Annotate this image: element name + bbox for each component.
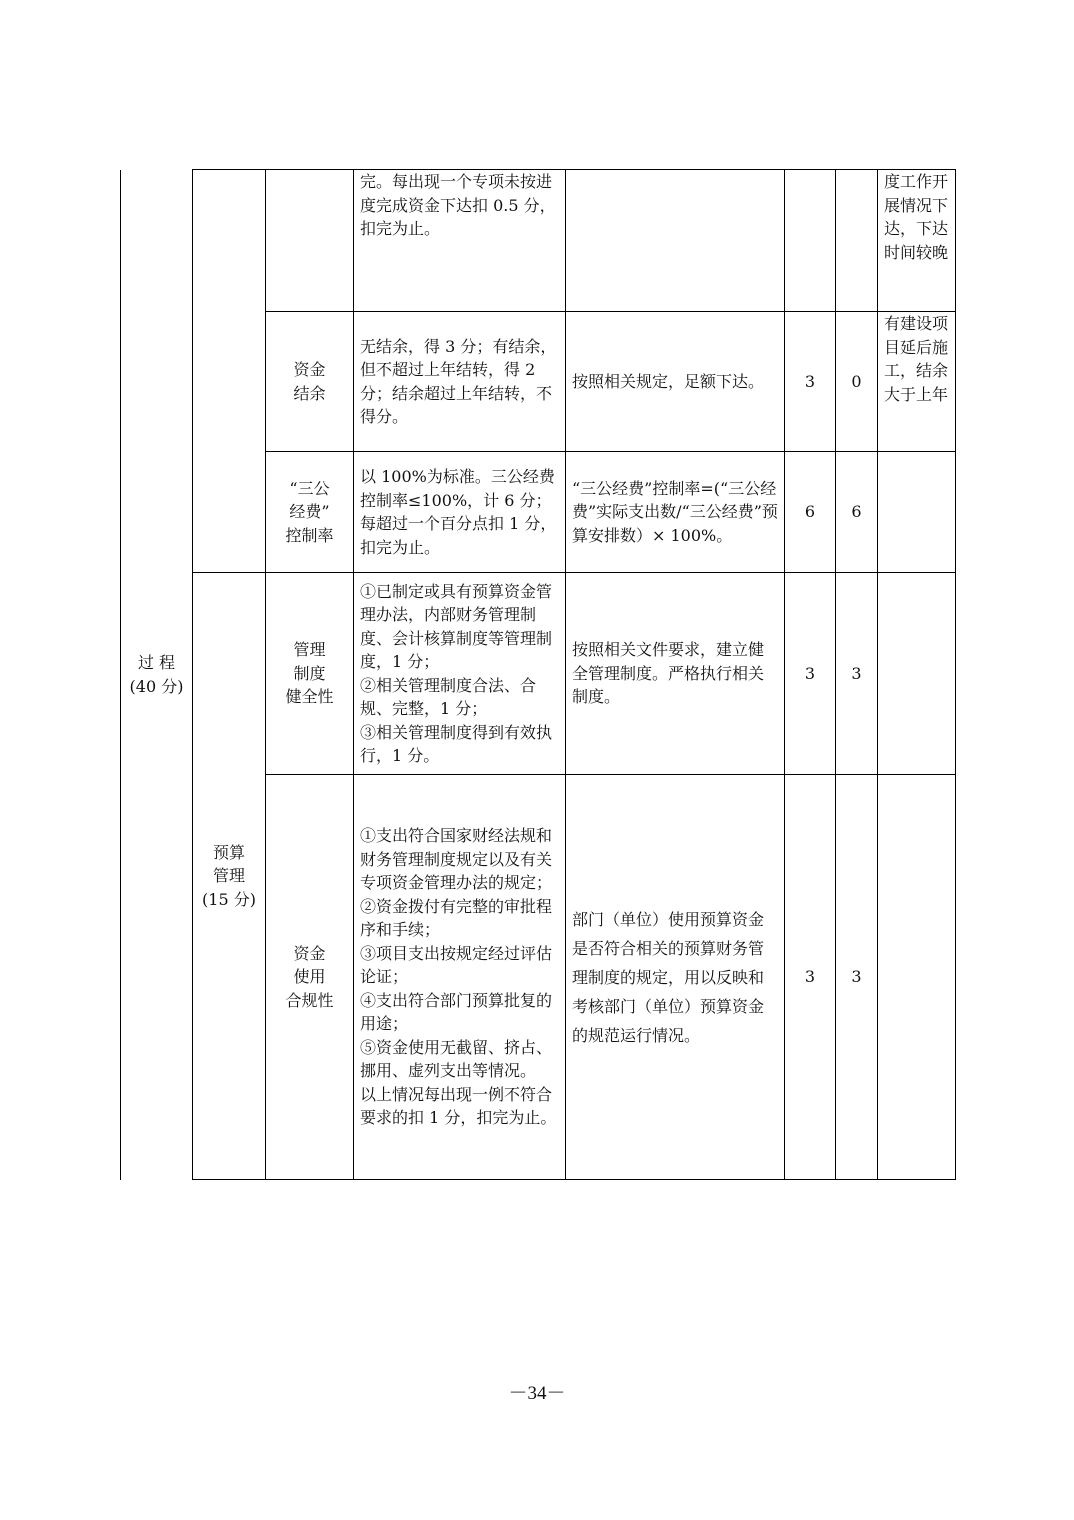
full-score-cell: 3	[785, 312, 836, 452]
score-cell: 3	[836, 775, 878, 1180]
score-cell: 0	[836, 312, 878, 452]
full-score-cell	[785, 170, 836, 312]
indicator-cell: 资金 结余	[266, 312, 354, 452]
note-cell: 部门（单位）使用预算资金是否符合相关的预算财务管理制度的规定，用以反映和考核部门（单位）预算资金的规范运行情况。	[566, 775, 785, 1180]
category-level2: 预算 管理 (15 分)	[193, 573, 266, 1180]
score-cell: 6	[836, 452, 878, 573]
indicator-cell: 资金 使用 合规性	[266, 775, 354, 1180]
remark-cell	[878, 775, 956, 1180]
full-score-cell: 3	[785, 573, 836, 775]
score-cell: 3	[836, 573, 878, 775]
indicator-cell: 管理 制度 健全性	[266, 573, 354, 775]
criteria-cell: 无结余，得 3 分；有结余，但不超过上年结转，得 2 分；结余超过上年结转，不得分。	[354, 312, 566, 452]
criteria-cell: ①已制定或具有预算资金管理办法，内部财务管理制度、会计核算制度等管理制度，1 分； ②相关管理制度合法、合规、完整，1 分； ③相关管理制度得到有效执行，1 分。	[354, 573, 566, 775]
page-number: －34－	[508, 1383, 566, 1404]
remark-cell	[878, 573, 956, 775]
note-cell: 按照相关规定，足额下达。	[566, 312, 785, 452]
remark-cell	[878, 452, 956, 573]
note-cell: “三公经费”控制率=(“三公经费”实际支出数/“三公经费”预算安排数）× 100%。	[566, 452, 785, 573]
note-cell	[566, 170, 785, 312]
indicator-cell	[266, 170, 354, 312]
remark-cell: 有建设项目延后施工，结余大于上年	[878, 312, 956, 452]
category-level1: 过 程 (40 分)	[121, 170, 193, 1180]
full-score-cell: 3	[785, 775, 836, 1180]
full-score-cell: 6	[785, 452, 836, 573]
note-cell: 按照相关文件要求，建立健全管理制度。严格执行相关制度。	[566, 573, 785, 775]
remark-cell: 度工作开展情况下达，下达时间较晚	[878, 170, 956, 312]
criteria-cell: 以 100%为标准。三公经费控制率≤100%，计 6 分；每超过一个百分点扣 1 分，扣完为止。	[354, 452, 566, 573]
criteria-cell: ①支出符合国家财经法规和财务管理制度规定以及有关专项资金管理办法的规定； ②资金拨付有完整的审批程序和手续； ③项目支出按规定经过评估论证； ④支出符合部门预算批复的用途； ⑤资金使用无截留、挤占、挪用、虚列支出等情况。 以上情况每出现一例不符合要求的扣 1 分，扣完为止。	[354, 775, 566, 1180]
category-level2-cell	[193, 170, 266, 573]
score-cell	[836, 170, 878, 312]
criteria-cell: 完。每出现一个专项未按进度完成资金下达扣 0.5 分，扣完为止。	[354, 170, 566, 312]
indicator-cell: “三公 经费” 控制率	[266, 452, 354, 573]
evaluation-table	[120, 169, 956, 1180]
